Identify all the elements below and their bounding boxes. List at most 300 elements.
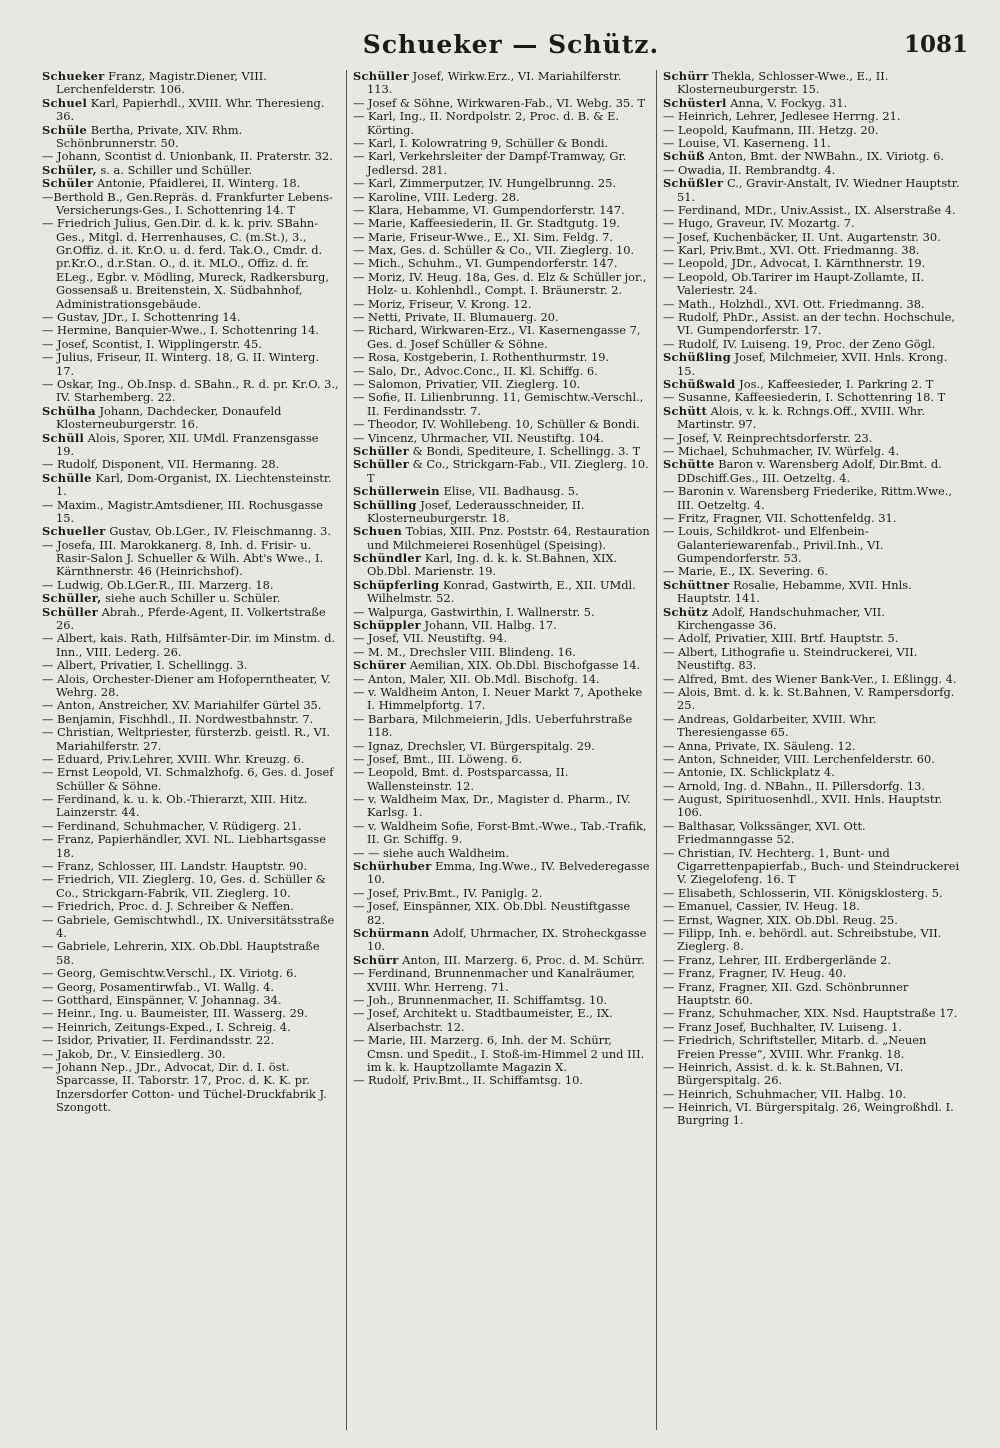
entry-details: Josef, Milchmeier, XVII. Hnls. Krong. 15. [677,350,948,378]
directory-entry [42,1061,340,1115]
entry-details: — Christian, IV. Hechterg. 1, Bunt- und Cigarrettenpapierfab., Buch- und Steindruckerei V. Ziegelofeng. 16. T [663,845,960,887]
directory-entry [663,150,960,163]
entry-details: — Oskar, Ing., Ob.Insp. d. SBahn., R. d. pr. Kr.O. 3., IV. Starhemberg. 22. [42,376,339,405]
directory-entry [42,539,340,579]
entry-surname: Schülling [353,497,417,512]
entry-details: — Gabriele, Gemischtwhdl., IX. Universitätsstraße 4. [42,912,335,940]
entry-details: — Leopold, Bmt. d. Postsparcassa, II. Wallensteinstr. 12. [353,765,569,793]
entry-details: — Baronin v. Warensberg Friederike, Rittm.Wwe., III. Oetzeltg. 4. [663,484,952,512]
entry-surname: Schüßwald [663,376,736,391]
entry-details: — v. Waldheim Max, Dr., Magister d. Pharm., IV. Karlsg. 1. [353,792,631,820]
directory-entry [42,699,340,712]
entry-details: — Ludwig, Ob.LGer.R., III. Marzerg. 18. [42,577,274,592]
entry-details: — Antonie, IX. Schlickplatz 4. [663,765,835,780]
directory-entry [42,324,340,337]
entry-surname: Schüll [42,430,85,445]
entry-surname: Schündler [353,551,422,566]
entry-details: — Gotthard, Einspänner, V. Johannag. 34. [42,992,282,1007]
entry-details: Anton, Bmt. der NWBahn., IX. Viriotg. 6. [704,149,944,164]
directory-entry [353,1007,650,1034]
directory-entry [663,753,960,766]
directory-entry [353,659,650,672]
directory-entry [353,1074,650,1087]
entry-details: — Karl, Ing., II. Nordpolstr. 2, Proc. d. B. & E. Körting. [353,109,619,137]
entry-details: — Louise, VI. Kaserneng. 11. [663,135,831,150]
directory-entry [353,967,650,994]
entry-details: — Rudolf, IV. Luiseng. 19, Proc. der Zeno Gögl. [663,336,936,351]
directory-entry [42,860,340,873]
entry-details: — Leopold, JDr., Advocat, I. Kärnthnerstr. 19. [663,256,926,271]
directory-entry [353,257,650,270]
directory-entry [663,900,960,913]
directory-entry [353,70,650,97]
directory-entry [42,217,340,311]
directory-entry [42,378,340,405]
entry-surname: Schuel [42,95,88,110]
entry-details: — Ferdinand, k. u. k. Ob.-Thierarzt, XIII. Hitz. Lainzerstr. 44. [42,792,308,820]
column-2 [346,70,656,1430]
entry-surname: Schürhuber [353,859,432,874]
entry-details: — Karl, Zimmerputzer, IV. Hungelbrunng. 25. [353,176,617,191]
entry-details: — Adolf, Privatier, XIII. Brtf. Hauptstr. 5. [663,631,899,646]
directory-entry [42,833,340,860]
entry-surname: Schüller [353,457,410,472]
entry-details: — Karl, Verkehrsleiter der Dampf-Tramway, Gr. Jedlersd. 281. [353,149,627,177]
entry-details: Abrah., Pferde-Agent, II. Volkertstraße 26. [56,604,326,633]
entry-details: C., Gravir-Anstalt, IV. Wiedner Hauptstr. 51. [677,176,960,204]
entry-details: — Balthasar, Volkssänger, XVI. Ott. Friedmanngasse 52. [663,818,866,847]
directory-entry [353,351,650,364]
entry-details: — v. Waldheim Sofie, Forst-Bmt.-Wwe., Tab.-Trafik, II. Gr. Schiffg. 9. [353,818,647,847]
entry-details: Anna, V. Fockyg. 31. [726,95,848,110]
entry-details: — Jakob, Dr., V. Einsiedlerg. 30. [42,1046,226,1061]
directory-entry [353,432,650,445]
entry-details: — Franz Josef, Buchhalter, IV. Luiseng. 1. [663,1019,902,1034]
entry-details: — Louis, Schildkrot- und Elfenbein-Galanteriewarenfab., Privil.Inh., VI. Gumpendorferstr. 53. [663,524,884,566]
directory-entry [663,1061,960,1088]
entry-details: — Hermine, Banquier-Wwe., I. Schottenring 14. [42,323,319,338]
directory-entry [42,70,340,97]
entry-surname: Schüller [42,604,99,619]
directory-entry [663,432,960,445]
entry-surname: Schüttner [663,577,730,592]
entry-details: Josef, Lederausschneider, II. Klosterneuburgerstr. 18. [367,497,585,525]
entry-details: — Rudolf, PhDr., Assist. an der techn. Hochschule, VI. Gumpendorferstr. 17. [663,310,956,338]
directory-entry [42,338,340,351]
directory-entry [663,793,960,820]
entry-details: — Franz, Schuhmacher, XIX. Nsd. Hauptstraße 17. [663,1006,958,1021]
directory-entry [663,164,960,177]
directory-entry [353,378,650,391]
directory-entry [353,579,650,606]
directory-entry [663,686,960,713]
entry-details: — Maxim., Magistr.Amtsdiener, III. Rochusgasse 15. [42,497,324,525]
directory-entry [663,887,960,900]
directory-entry [353,954,650,967]
directory-entry [663,124,960,137]
entry-details: — Josef, Kuchenbäcker, II. Unt. Augartenstr. 30. [663,229,941,244]
directory-entry [663,405,960,432]
entry-surname: Schülha [42,403,96,418]
entry-details: — Christian, Weltpriester, fürsterzb. geistl. R., VI. Mariahilferstr. 27. [42,725,330,753]
entry-details: Alois, Sporer, XII. UMdl. Franzensgasse 19. [56,430,319,458]
entry-surname: Schütte [663,457,715,472]
directory-entry [353,391,650,418]
entry-details: — Heinrich, Zeitungs-Exped., I. Schreig. 4. [42,1019,291,1034]
directory-entry [42,1021,340,1034]
directory-entry [663,740,960,753]
entry-details: — v. Waldheim Anton, I. Neuer Markt 7, Apotheke I. Himmelpfortg. 17. [353,684,643,713]
entry-details: — Josefa, III. Marokkanerg. 8, Inh. d. Frisir- u. Rasir-Salon J. Schueller & Wilh. Abt's Wwe., I. Kärnthnerstr. 46 (Heinrichshof). [42,537,324,579]
entry-details: — Johann, Scontist d. Unionbank, II. Praterstr. 32. [42,149,333,164]
directory-entry [42,940,340,967]
directory-entry [353,753,650,766]
directory-entry [663,1101,960,1128]
entry-details: — Josef, Scontist, I. Wipplingerstr. 45. [42,336,262,351]
directory-entry [663,1034,960,1061]
entry-details: — Josef, V. Reinprechtsdorferstr. 23. [663,430,873,445]
entry-details: — Owadia, II. Rembrandtg. 4. [663,162,836,177]
directory-entry [353,177,650,190]
entry-details: — Netti, Private, II. Blumauerg. 20. [353,310,559,325]
page-title: Schueker — Schütz. [362,30,660,59]
entry-details: Johann, VII. Halbg. 17. [420,618,557,633]
entry-surname: Schüller, [42,591,102,606]
directory-entry [42,914,340,941]
entry-details: — Moriz, Friseur, V. Krong. 12. [353,296,532,311]
entry-details: Antonie, Pfaidlerei, II. Winterg. 18. [93,176,301,191]
directory-entry [42,579,340,592]
entry-details: — Walpurga, Gastwirthin, I. Wallnerstr. 5. [353,604,595,619]
entry-details: — Heinrich, Assist. d. k. k. St.Bahnen, VI. Bürgerspitalg. 26. [663,1059,904,1088]
entry-details: — Math., Holzhdl., XVI. Ott. Friedmanng. 38. [663,296,925,311]
directory-entry [353,311,650,324]
entry-details: — Franz, Lehrer, III. Erdbergerlände 2. [663,952,892,967]
entry-details: — Heinrich, Lehrer, Jedlesee Herrng. 21. [663,109,901,124]
directory-entry [663,445,960,458]
directory-entry [42,472,340,499]
entry-details: — Hugo, Graveur, IV. Mozartg. 7. [663,216,855,231]
directory-entry [353,994,650,1007]
directory-entry [663,1088,960,1101]
entry-details: Gustav, Ob.LGer., IV. Fleischmanng. 3. [105,524,332,539]
entry-details: — Michael, Schuhmacher, IV. Würfelg. 4. [663,443,900,458]
directory-entry [42,673,340,700]
directory-entry [42,1007,340,1020]
directory-entry [663,981,960,1008]
entry-details: — Friedrich Julius, Gen.Dir. d. k. k. priv. SBahn-Ges., Mitgl. d. Herrenhauses, C. (m.St.), 3., Gr.Offiz. d. it. Kr.O. u. d. ferd. Tak.O., Cmdr. d. pr.Kr.O., d.r.Stan. O., d. it. MLO., Offiz. d. fr. ELeg., Egbr. v. Mödling, Mureck, Radkersburg, Gossensaß u. Breitenstein, X. Südbahnhof, Administrationsgebäude. [42,216,329,311]
entry-details: Baron v. Warensberg Adolf, Dir.Bmt. d. DDschiff.Ges., III. Oetzeltg. 4. [677,457,942,485]
entry-details: — Alfred, Bmt. des Wiener Bank-Ver., I. Eßlingg. 4. [663,671,957,686]
entry-details: — Rudolf, Disponent, VII. Hermanng. 28. [42,457,280,472]
directory-entry [353,686,650,713]
entry-surname: Schülle [42,470,92,485]
directory-entry [353,231,650,244]
directory-entry [353,458,650,485]
directory-entry [663,632,960,645]
directory-entry [663,217,960,230]
directory-entry [42,458,340,471]
directory-entry [663,298,960,311]
entry-details: Adolf, Handschuhmacher, VII. Kirchengasse 36. [677,604,885,633]
directory-entry [663,766,960,779]
entry-details: — Max, Ges. d. Schüller & Co., VII. Zieglerg. 10. [353,243,635,258]
directory-entry [353,619,650,632]
entry-details: — Friedrich, Schriftsteller, Mitarb. d. „Neuen Freien Presse“, XVIII. Whr. Frankg. 18. [663,1033,927,1061]
directory-entry [42,659,340,672]
entry-details: — Leopold, Ob.Tarirer im Haupt-Zollamte, II. Valeriestr. 24. [663,269,925,298]
entry-details: Franz, Magistr.Diener, VIII. Lerchenfelderstr. 106. [56,70,267,97]
directory-entry [663,927,960,954]
entry-details: Konrad, Gastwirth, E., XII. UMdl. Wilhelmstr. 52. [367,577,636,606]
entry-details: Karl, Dom-Organist, IX. Liechtensteinstr. 1. [56,470,332,499]
entry-surname: Schüler, [42,162,97,177]
directory-entry [663,351,960,378]
entry-details: Johann, Dachdecker, Donaufeld Klosterneuburgerstr. 16. [56,403,282,432]
entry-details: — Filipp, Inh. e. behördl. aut. Schreibstube, VII. Zieglerg. 8. [663,926,942,954]
entry-surname: Schütz [663,604,709,619]
entry-details: — Georg, Posamentirwfab., VI. Wallg. 4. [42,979,274,994]
directory-entry [663,673,960,686]
directory-entry [663,70,960,97]
directory-entry [42,753,340,766]
directory-entry [353,324,650,351]
entry-details: — Theodor, IV. Wohllebeng. 10, Schüller & Bondi. [353,417,640,432]
entry-details: — Ignaz, Drechsler, VI. Bürgerspitalg. 29. [353,738,595,753]
entry-details: — Emanuel, Cassier, IV. Heug. 18. [663,899,860,914]
entry-details: — Ernst Leopold, VI. Schmalzhofg. 6, Ges. d. Josef Schüller & Söhne. [42,765,334,793]
entry-details: — Rudolf, Priv.Bmt., II. Schiffamtsg. 10. [353,1073,583,1088]
entry-details: —Berthold B., Gen.Repräs. d. Frankfurter Lebens-Versicherungs-Ges., I. Schottenring 14. T [42,189,333,217]
directory-entry [663,914,960,927]
entry-details: — Anton, Maler, XII. Ob.Mdl. Bischofg. 14. [353,671,600,686]
entry-details: Anton, III. Marzerg. 6, Proc. d. M. Schürr. [398,952,645,967]
directory-entry [663,967,960,980]
entry-details: siehe auch Schiller u. Schüler. [101,591,281,606]
directory-entry [42,432,340,459]
entry-details: — Susanne, Kaffeesiederin, I. Schottenring 18. T [663,390,946,405]
directory-entry [353,606,650,619]
entry-details: — Andreas, Goldarbeiter, XVIII. Whr. Theresiengasse 65. [663,711,877,740]
entry-details: s. a. Schiller und Schüller. [96,162,253,177]
entry-details: & Bondi, Spediteure, I. Schellingg. 3. T [409,443,641,458]
column-3 [656,70,966,1430]
directory-entry [353,150,650,177]
directory-entry [42,164,340,177]
directory-entry [353,110,650,137]
directory-entry [353,217,650,230]
directory-entry [353,499,650,526]
directory-entry [663,606,960,633]
entry-details: — Richard, Wirkwaren-Erz., VI. Kasernengasse 7, Ges. d. Josef Schüller & Söhne. [353,323,641,351]
entry-details: — Anton, Anstreicher, XV. Mariahilfer Gürtel 35. [42,698,322,713]
directory-entry [42,177,340,190]
entry-details: Josef, Wirkw.Erz., VI. Mariahilferstr. 113. [367,70,622,97]
entry-details: — Karl, Priv.Bmt., XVI. Ott. Friedmanng. 38. [663,243,920,258]
entry-details: — Ernst, Wagner, XIX. Ob.Dbl. Reug. 25. [663,912,898,927]
entry-surname: Schüllerwein [353,484,440,499]
directory-entry [353,204,650,217]
entry-details: — Heinrich, VI. Bürgerspitalg. 26, Weingroßhdl. I. Burgring 1. [663,1100,954,1128]
entry-details: — Salomon, Privatier, VII. Zieglerg. 10. [353,376,581,391]
directory-entry [353,740,650,753]
entry-details: Tobias, XIII. Pnz. Poststr. 64, Restauration und Milchmeierei Rosenhügel (Speising). [367,524,650,552]
directory-entry [42,820,340,833]
entry-details: — Ferdinand, Schuhmacher, V. Rüdigerg. 21. [42,818,302,833]
directory-entry [663,820,960,847]
entry-details: — Leopold, Kaufmann, III. Hetzg. 20. [663,122,879,137]
entry-details: — Albert, Privatier, I. Schellingg. 3. [42,658,248,673]
entry-details: — Karl, I. Kolowratring 9, Schüller & Bondi. [353,135,609,150]
entry-details: Elise, VII. Badhausg. 5. [439,484,579,499]
directory-entry [353,191,650,204]
directory-entry [663,244,960,257]
directory-entry [353,673,650,686]
directory-entry [663,954,960,967]
entry-surname: Schürr [663,70,709,83]
directory-entry [663,565,960,578]
directory-entry [353,271,650,298]
entry-details: — Josef, Einspänner, XIX. Ob.Dbl. Neustiftgasse 82. [353,899,631,927]
directory-entry [663,458,960,485]
entry-details: — Sofie, II. Lilienbrunng. 11, Gemischtw.-Verschl., II. Ferdinandsstr. 7. [353,390,644,418]
directory-entry [42,191,340,218]
entry-surname: Schüppler [353,618,421,633]
entry-details: — Ferdinand, Brunnenmacher und Kanalräumer, XVIII. Whr. Herreng. 71. [353,966,636,994]
entry-details: — Franz, Fragner, XII. Gzd. Schönbrunner Hauptstr. 60. [663,979,909,1007]
entry-details: — Franz, Schlosser, III. Landstr. Hauptstr. 90. [42,859,308,874]
entry-details: — Georg, Gemischtw.Verschl., IX. Viriotg. 6. [42,966,298,981]
entry-surname: Schütt [663,403,708,418]
entry-details: — Josef, Bmt., III. Löweng. 6. [353,751,523,766]
entry-details: — Mich., Schuhm., VI. Gumpendorferstr. 147. [353,256,618,271]
directory-entry [663,97,960,110]
directory-entry [42,606,340,633]
entry-details: — M. M., Drechsler VIII. Blindeng. 16. [353,644,576,659]
directory-entry [663,512,960,525]
directory-entry [663,579,960,606]
entry-details: Jos., Kaffeesieder, I. Parkring 2. T [735,376,934,391]
entry-details: — Johann Nep., JDr., Advocat, Dir. d. I. öst. Sparcasse, II. Taborstr. 17, Proc. d. K. K. pr. Inzersdorfer Cotton- und Tüchel-Druckfabrik J. Szongott. [42,1059,327,1115]
directory-entry [353,298,650,311]
directory-entry [42,499,340,526]
entry-details: — Franz, Fragner, IV. Heug. 40. [663,966,847,981]
directory-entry [353,646,650,659]
directory-entry [663,257,960,270]
directory-entry [353,365,650,378]
entry-details: — Marie, Friseur-Wwe., E., XI. Sim. Feldg. 7. [353,229,614,244]
entry-surname: Schüßler [663,176,724,191]
entry-details: — Marie, III. Marzerg. 6, Inh. der M. Schürr, Cmsn. und Spedit., I. Stoß-im-Himmel 2 und III. im k. k. Hauptzollamte Magazin X. [353,1033,645,1074]
directory-entry [663,110,960,123]
entry-details: — Albert, Lithografie u. Steindruckerei, VII. Neustiftg. 83. [663,644,918,673]
directory-entry [42,967,340,980]
entry-details: & Co., Strickgarn-Fab., VII. Zieglerg. 10. T [367,457,649,485]
entry-details: — Arnold, Ing. d. NBahn., II. Pillersdorfg. 13. [663,778,925,793]
directory-entry [663,137,960,150]
entry-details: — August, Spirituosenhdl., XVII. Hnls. Hauptstr. 106. [663,792,943,820]
directory-entry [663,338,960,351]
directory-entry [42,150,340,163]
directory-entry [42,124,340,151]
entry-details: — Albert, kais. Rath, Hilfsämter-Dir. im Minstm. d. Inn., VIII. Lederg. 26. [42,631,336,659]
entry-details: — Marie, E., IX. Severing. 6. [663,564,829,579]
entry-surname: Schüller [353,70,410,83]
entry-surname: Schüller [353,443,410,458]
entry-details: Emma, Ing.Wwe., IV. Belvederegasse 10. [367,859,650,887]
entry-details: — Barbara, Milchmeierin, Jdls. Ueberfuhrstraße 118. [353,711,633,740]
entry-details: — Fritz, Fragner, VII. Schottenfeldg. 31. [663,510,897,525]
entry-details: Bertha, Private, XIV. Rhm. Schönbrunnerstr. 50. [56,122,243,150]
directory-entry [663,177,960,204]
entry-details: — Friedrich, Proc. d. J. Schreiber & Neffen. [42,899,294,914]
entry-details: Adolf, Uhrmacher, IX. Stroheckgasse 10. [367,926,647,954]
directory-entry [42,1048,340,1061]
directory-entry [663,391,960,404]
entry-details: — Rosa, Kostgeberin, I. Rothenthurmstr. 19. [353,350,610,365]
entry-details: Karl, Papierhdl., XVIII. Whr. Theresieng. 36. [56,95,325,124]
directory-entry [663,311,960,338]
directory-entry [353,525,650,552]
directory-entry [663,1021,960,1034]
entry-details: — Klara, Hebamme, VI. Gumpendorferstr. 147. [353,202,625,217]
entry-details: — Benjamin, Fischhdl., II. Nordwestbahnstr. 7. [42,711,314,726]
entry-details: — Alois, Bmt. d. k. k. St.Bahnen, V. Rampersdorfg. 25. [663,684,955,713]
directory-entry [42,311,340,324]
directory-entry [353,1034,650,1074]
entry-surname: Schüpferling [353,577,440,592]
directory-entry [42,793,340,820]
directory-entry [42,592,340,605]
entry-details: — Anna, Private, IX. Säuleng. 12. [663,738,856,753]
entry-surname: Schürmann [353,926,430,940]
directory-entry [663,646,960,673]
entry-details: — Karoline, VIII. Lederg. 28. [353,189,520,204]
directory-entry [353,713,650,740]
directory-entry [353,927,650,954]
entry-surname: Schueker [42,70,105,83]
directory-entry [42,726,340,753]
directory-entry [353,418,650,431]
entry-details: — Gabriele, Lehrerin, XIX. Ob.Dbl. Hauptstraße 58. [42,939,320,967]
directory-entry [663,271,960,298]
entry-details: — Anton, Schneider, VIII. Lerchenfelderstr. 60. [663,751,935,766]
directory-entry [353,552,650,579]
entry-details: — Alois, Orchester-Diener am Hofoperntheater, V. Wehrg. 28. [42,671,331,699]
entry-surname: Schuen [353,524,403,539]
entry-surname: Schüle [42,122,88,137]
directory-entry [353,766,650,793]
entry-details: — Josef, Priv.Bmt., IV. Paniglg. 2. [353,885,543,900]
entry-details: — Salo, Dr., Advoc.Conc., II. Kl. Schiffg. 6. [353,363,598,378]
directory-entry [353,485,650,498]
entry-details: Thekla, Schlosser-Wwe., E., II. Klosterneuburgerstr. 15. [677,70,889,97]
directory-entry [42,981,340,994]
directory-entry [353,847,650,860]
directory-entry [353,793,650,820]
directory-entry [353,632,650,645]
entry-surname: Schüsterl [663,95,727,110]
directory-entry [353,445,650,458]
directory-entry [42,900,340,913]
entry-details: — Heinrich, Schuhmacher, VII. Halbg. 10. [663,1086,907,1101]
entry-details: — Joh., Brunnenmacher, II. Schiffamtsg. 10. [353,992,608,1007]
entry-details: Karl, Ing. d. k. k. St.Bahnen, XIX. Ob.Dbl. Marienstr. 19. [367,551,618,579]
directory-entry [663,485,960,512]
entry-details: — Julius, Friseur, II. Winterg. 18, G. II. Winterg. 17. [42,350,320,378]
entry-details: — Elisabeth, Schlosserin, VII. Königsklosterg. 5. [663,885,943,900]
directory-entry [353,860,650,887]
